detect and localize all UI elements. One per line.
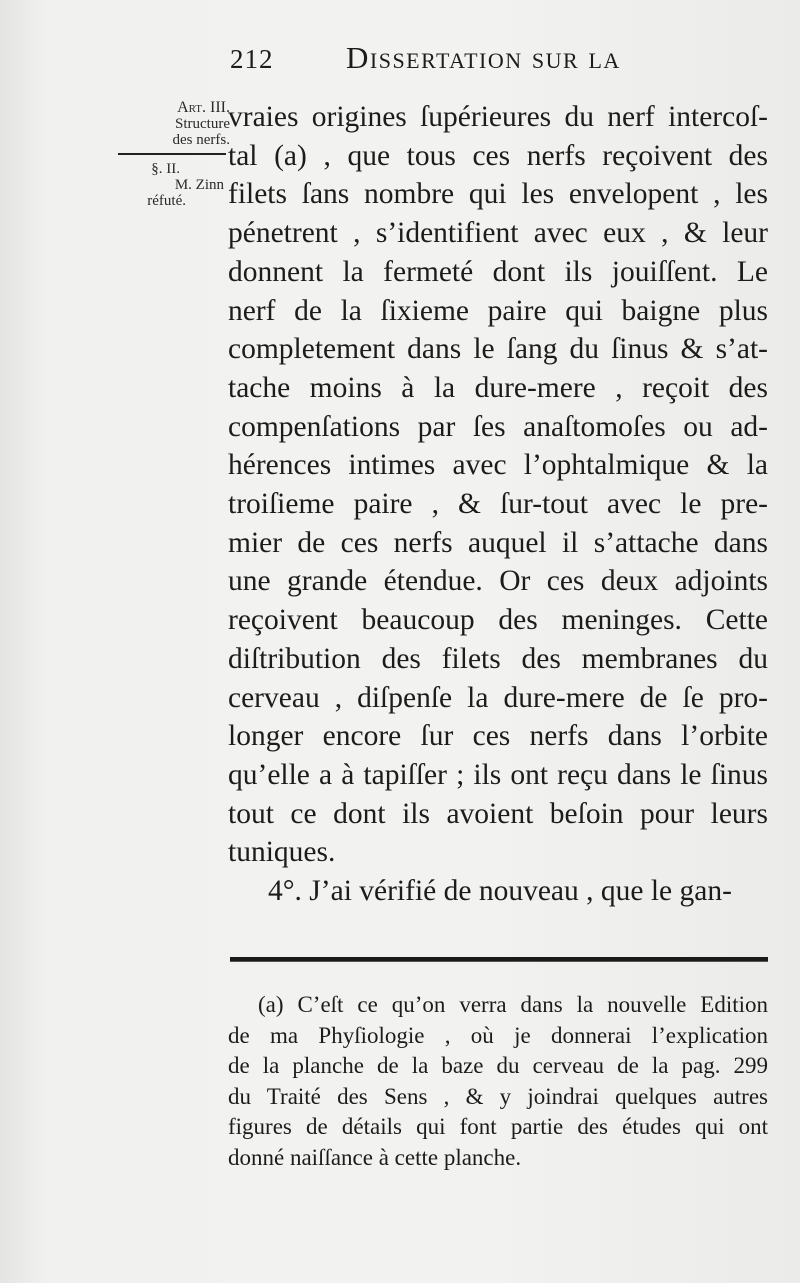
text-line: tout ce dont ils avoient beſoin pour leurs [228, 797, 768, 830]
text-line: tal (a) , que tous ces nerfs reçoivent des [228, 139, 768, 172]
text-line: compenſations par ſes anaſtomoſes ou ad- [228, 410, 768, 443]
footnote-line: donné naiſſance à cette planche. [228, 1144, 522, 1170]
text-line: tache moins à la dure-mere , reçoit des [228, 371, 768, 404]
margin-note-article: Art. III. [177, 99, 230, 116]
text-line: mier de ces nerfs auquel il s’attache dans [228, 526, 768, 559]
margin-note-divider [118, 153, 226, 155]
text-line: completement dans le ſang du ſinus & s’at- [228, 333, 768, 366]
margin-note-line: des nerfs. [172, 132, 230, 148]
text-line: donnent la fermeté dont ils jouiſſent. Le [228, 255, 768, 288]
footnote-line: du Traité des Sens , & y joindrai quelques autres [228, 1083, 768, 1109]
page-number: 212 [230, 44, 274, 74]
footnote [228, 990, 768, 1173]
text-line: une grande étendue. Or ces deux adjoints [228, 565, 768, 598]
text-line: tuniques. [228, 836, 336, 869]
text-line: 4°. J’ai vérifié de nouveau , que le gan- [268, 875, 732, 908]
text-line: diſtribution des filets des membranes du [228, 642, 768, 675]
text-line: qu’elle a à tapiſſer ; ils ont reçu dans le ſinus [228, 758, 768, 791]
margin-note-section: §. II. [151, 161, 180, 177]
footnote-line: de la planche de la baze du cerveau de la pag. 299 [228, 1053, 768, 1078]
main-text [228, 98, 768, 911]
text-line: vraies origines ſupérieures du nerf intercoſ- [228, 101, 768, 133]
text-line: pénetrent , s’identifient avec eux , & leur [228, 217, 768, 250]
margin-note-line: réfuté. [147, 193, 186, 209]
footnote-line: figures de détails qui font partie des études qui ont [228, 1114, 768, 1139]
text-line: cerveau , diſpenſe la dure-mere de ſe pro- [228, 681, 768, 714]
running-title: Dissertation sur la [346, 40, 621, 75]
text-line: hérences intimes avec l’ophtalmique & la [228, 449, 768, 482]
margin-note-line: M. Zinn [174, 177, 224, 193]
text-line: longer encore ſur ces nerfs dans l’orbite [228, 720, 768, 753]
footnote-separator-rule [230, 957, 768, 962]
text-line: reçoivent beaucoup des meninges. Cette [228, 604, 768, 637]
footnote-line: de ma Phyſiologie , où je donnerai l’explication [228, 1022, 768, 1048]
text-line: filets ſans nombre qui les envelopent , les [228, 178, 768, 211]
margin-notes [110, 100, 230, 209]
footnote-line: (a) C’eſt ce qu’on verra dans la nouvelle Edition [258, 992, 768, 1017]
text-line: troiſieme paire , & ſur-tout avec le pre- [228, 488, 768, 521]
page-header [0, 40, 800, 80]
margin-note-line: Structure [175, 116, 230, 132]
text-line: nerf de la ſixieme paire qui baigne plus [228, 294, 768, 327]
